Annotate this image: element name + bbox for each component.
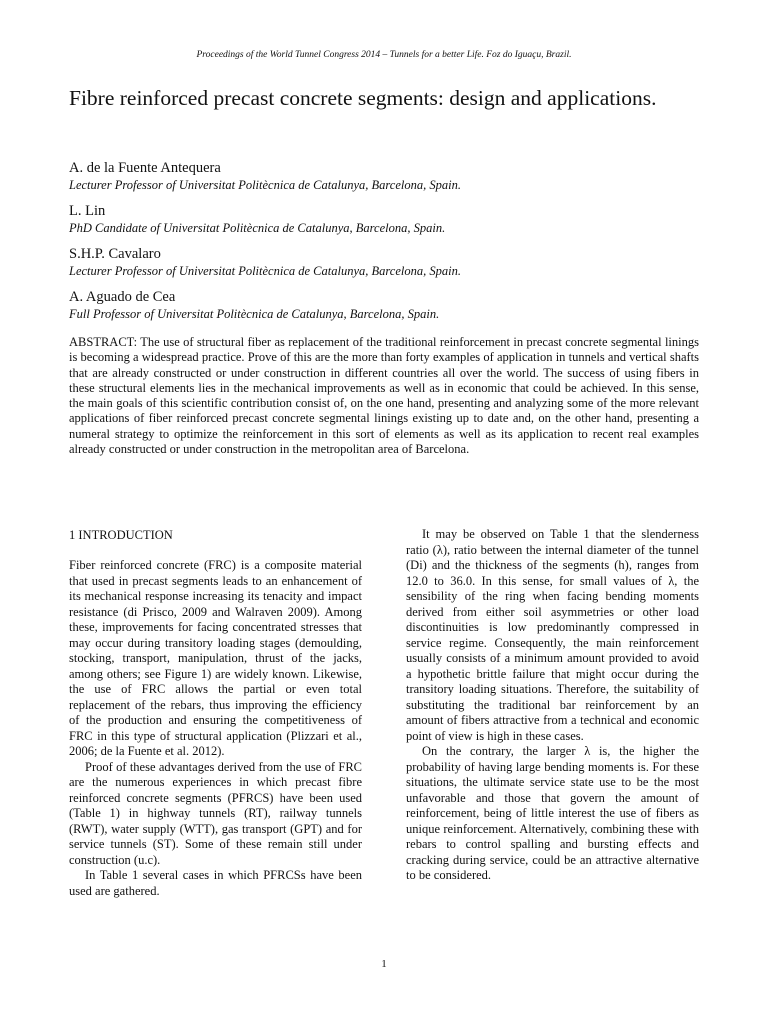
body-paragraph: On the contrary, the larger λ is, the higher the probability of having large bending moments is. For these situations, the ultimate service state use to be the most unfavorable and those that govern the amount of reinforcement, being of little interest the use of fibers as unique reinforcement. Alternatively, combining these with rebars to control spalling and bursting effects and cracking during service, could be an attractive alternative to be considered. [406,744,699,882]
author-list [69,159,709,331]
running-head: Proceedings of the World Tunnel Congress 2014 – Tunnels for a better Life. Foz do Iguaçu, Brazil. [196,50,572,60]
right-column [406,527,699,884]
author-affiliation: Lecturer Professor of Universitat Politècnica de Catalunya, Barcelona, Spain. [69,178,461,192]
author-block [69,288,709,331]
author-affiliation: PhD Candidate of Universitat Politècnica de Catalunya, Barcelona, Spain. [69,221,446,235]
author-affiliation: Lecturer Professor of Universitat Politècnica de Catalunya, Barcelona, Spain. [69,264,461,278]
paper-title: Fibre reinforced precast concrete segments: design and applications. [69,86,657,110]
author-name: A. Aguado de Cea [69,289,176,305]
abstract: ABSTRACT: The use of structural fiber as replacement of the traditional reinforcement in precast concrete segmental linings is becoming a widespread practice. Prove of this are the more than forty examples of application in tunnels and vertical shafts that are already constructed or under construction in different countries all over the world. The success of using fibers in these structural elements lies in the mechanical improvements as well as in economic that could be achieved. In this sense, the main goals of this scientific contribution consist of, on the one hand, presenting and analyzing some of the more relevant applications of fiber reinforced precast concrete segmental linings existing up to date and, on the other hand, presenting a numeral strategy to optimize the reinforcement in this sort of elements as well as its application to recent real examples already constructed or under construction in the metropolitan area of Barcelona. [69,335,699,457]
body-paragraph: In Table 1 several cases in which PFRCSs have been used are gathered. [69,868,362,898]
section-heading: 1 INTRODUCTION [69,528,173,542]
author-block [69,245,709,288]
page-number: 1 [381,958,387,970]
body-paragraph: It may be observed on Table 1 that the slenderness ratio (λ), ratio between the internal diameter of the tunnel (Di) and the thickness of the segments (h), ranges from 12.0 to 36.0. In this sense, for small values of λ, the sensibility of the ring when facing bending moments derived from either soil asymmetries or other load discontinuities is low predominantly compressed in service regime. Consequently, the main reinforcement usually consists of a minimum amount provided to avoid a hypothetic brittle failure that might occur during the transitory loading situations. Therefore, the suitability of substituting the traditional bar reinforcement by an amount of fibers attractive from a technical and economic point of view is high in these cases. [406,527,699,743]
author-block [69,159,709,202]
left-column [69,527,362,899]
author-name: L. Lin [69,203,106,219]
body-paragraph: Fiber reinforced concrete (FRC) is a composite material that used in precast segments leads to an enhancement of its mechanical response increasing its tenacity and impact resistance (di Prisco, 2009 and Walraven 2009). Among these, improvements for facing concentrated stresses that may occur during transitory loading stages (demoulding, stocking, transport, manipulation, thrust of the jacks, among others; see Figure 1) are widely known. Likewise, the use of FRC allows the partial or even total replacement of the rebars, thus improving the efficiency of the production and ensuring the competitiveness of FRC in this type of structural application (Plizzari et al., 2006; de la Fuente et al. 2012). [69,558,362,758]
author-name: S.H.P. Cavalaro [69,246,161,262]
body-paragraph: Proof of these advantages derived from the use of FRC are the numerous experiences in which precast fibre reinforced concrete segments (PFRCS) have been used (Table 1) in highway tunnels (RT), railway tunnels (RWT), water supply (WTT), gas transport (GPT) and for service tunnels (ST). Some of these remain still under construction (u.c). [69,759,362,867]
author-name: A. de la Fuente Antequera [69,160,221,176]
author-affiliation: Full Professor of Universitat Politècnica de Catalunya, Barcelona, Spain. [69,307,440,321]
author-block [69,202,709,245]
